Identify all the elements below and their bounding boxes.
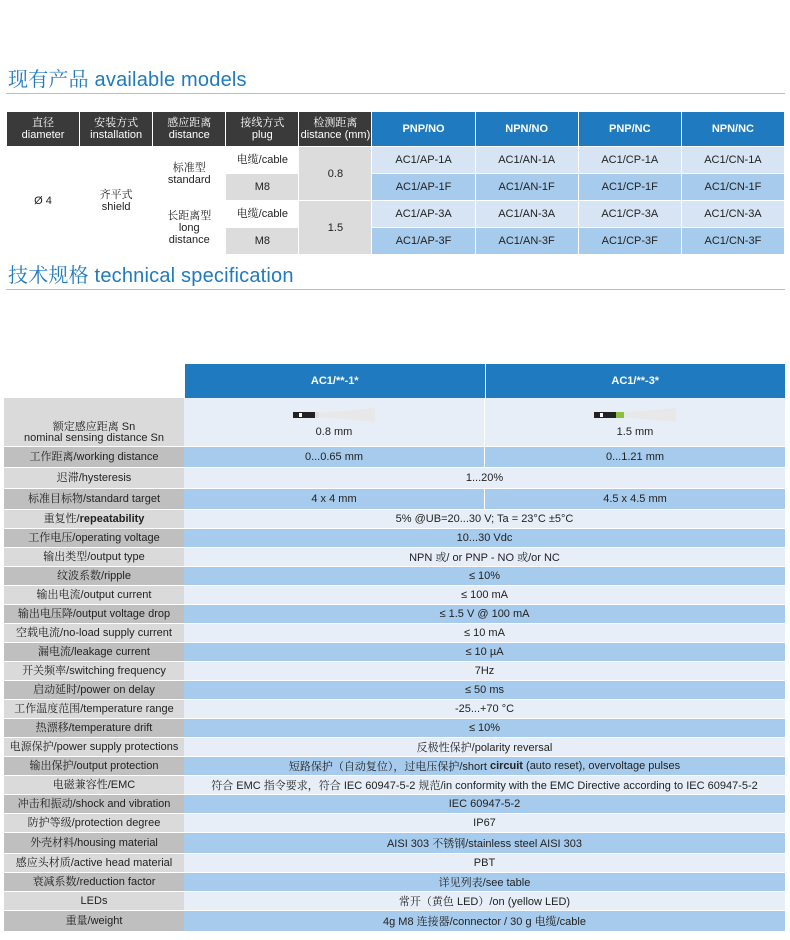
model-cell: AC1/CN-1F [682,174,784,200]
spec-row [4,529,785,547]
spec-row [4,814,785,832]
model-cell: AC1/AP-1F [372,174,474,200]
header-plug: 接线方式 plug [226,112,298,146]
spec-value: ≤ 100 mA [184,586,785,604]
detect-cell: 1.5 [299,201,371,254]
models-table [6,111,785,255]
spec-row-label: 输出电流/output current [4,586,184,604]
spec-row [4,586,785,604]
spec-value: 4g M8 连接器/connector / 30 g 电缆/cable [184,911,785,931]
spec-value: 4.5 x 4.5 mm [485,489,785,509]
spec-row [4,700,785,718]
spec-value: 0...1.21 mm [485,447,785,467]
spec-row-label: 电磁兼容性/EMC [4,776,184,794]
model-cell: AC1/AN-1F [476,174,578,200]
spec-column-header-3: AC1/**-3* [486,364,786,398]
spec-title-rule [6,289,785,290]
spec-row-label: 外壳材料/housing material [4,833,184,853]
model-cell: AC1/CP-3A [579,201,681,227]
spec-row [4,510,785,528]
model-cell: AC1/CP-3F [579,228,681,254]
spec-row-label: 热漂移/temperature drift [4,719,184,737]
spec-value: ≤ 10 µA [184,643,785,661]
plug-cell: M8 [226,174,298,200]
spec-row [4,795,785,813]
spec-row-label: 电源保护/power supply protections [4,738,184,756]
spec-value: ≤ 10% [184,567,785,585]
model-cell: AC1/CN-3A [682,201,784,227]
spec-value: ≤ 50 ms [184,681,785,699]
spec-row-label: 开关频率/switching frequency [4,662,184,680]
proximity-sensor-icon [594,407,676,423]
spec-table [4,398,785,932]
diameter-cell: Ø 4 [7,147,79,254]
plug-cell: 电缆/cable [226,201,298,227]
spec-row [4,776,785,794]
model-cell: AC1/AP-3A [372,201,474,227]
spec-value: IEC 60947-5-2 [184,795,785,813]
spec-section-title: 技术规格 technical specification [8,265,294,287]
distance-standard-cell: 标准型 standard [153,147,225,200]
spec-column-headers [185,364,785,398]
spec-row [4,833,785,853]
plug-cell: 电缆/cable [226,147,298,173]
spec-row-label: 工作温度范围/temperature range [4,700,184,718]
table-row [7,147,784,173]
spec-value: 1...20% [184,468,785,488]
spec-value: 详见列表/see table [184,873,785,891]
spec-row-label: 额定感应距离 Sn nominal sensing distance Sn [4,398,184,446]
header-npn-nc: NPN/NC [682,112,784,146]
spec-row-label: 输出电压降/output voltage drop [4,605,184,623]
spec-column-header-1: AC1/**-1* [185,364,485,398]
model-cell: AC1/AN-3F [476,228,578,254]
spec-value: ≤ 1.5 V @ 100 mA [184,605,785,623]
model-cell: AC1/CP-1F [579,174,681,200]
spec-row-label: 重量/weight [4,911,184,931]
spec-value: 短路保护（自动复位），过电压保护/short circuit (auto reset), overvoltage pulses [184,757,785,775]
spec-row-label: 空载电流/no-load supply current [4,624,184,642]
model-cell: AC1/AP-1A [372,147,474,173]
spec-row [4,757,785,775]
model-cell: AC1/CN-1A [682,147,784,173]
spec-row [4,854,785,872]
spec-row-label: 重复性/ repeatability [4,510,184,528]
model-cell: AC1/AN-1A [476,147,578,173]
spec-value: 反极性保护/polarity reversal [184,738,785,756]
spec-value: 10...30 Vdc [184,529,785,547]
spec-value: 5% @UB=20...30 V; Ta = 23°C ±5°C [184,510,785,528]
header-detect-distance: 检测距离 distance (mm) [299,112,371,146]
spec-row [4,662,785,680]
spec-value: 0...0.65 mm [184,447,484,467]
spec-value: -25...+70 °C [184,700,785,718]
spec-row-label: 输出类型/output type [4,548,184,566]
header-pnp-no: PNP/NO [372,112,474,146]
spec-row [4,548,785,566]
spec-row [4,398,785,446]
proximity-sensor-icon [293,407,375,423]
model-cell: AC1/CN-3F [682,228,784,254]
model-cell: AC1/AP-3F [372,228,474,254]
spec-value: PBT [184,854,785,872]
spec-row [4,873,785,891]
spec-row [4,468,785,488]
spec-row-label: 漏电流/leakage current [4,643,184,661]
spec-value: 符合 EMC 指令要求，符合 IEC 60947-5-2 规范/in conformity with the EMC Directive according to IEC 60947-5-2 [184,776,785,794]
spec-row-label: 衰减系数/reduction factor [4,873,184,891]
spec-row-label: 迟滞/hysteresis [4,468,184,488]
spec-value: ≤ 10% [184,719,785,737]
spec-row-label: 工作距离/working distance [4,447,184,467]
spec-value: ≤ 10 mA [184,624,785,642]
spec-row-label: 感应头材质/active head material [4,854,184,872]
header-diameter: 直径 diameter [7,112,79,146]
spec-value: IP67 [184,814,785,832]
spec-value: 1.5 mm [485,398,785,446]
models-section-title: 现有产品 available models [8,69,247,91]
spec-value: 4 x 4 mm [184,489,484,509]
spec-row [4,719,785,737]
spec-row [4,447,785,467]
models-header-row [7,112,784,146]
spec-value: 常开（黄色 LED）/on (yellow LED) [184,892,785,910]
models-title-rule [6,93,785,94]
spec-value: 7Hz [184,662,785,680]
header-npn-no: NPN/NO [476,112,578,146]
spec-row [4,738,785,756]
plug-cell: M8 [226,228,298,254]
model-cell: AC1/AN-3A [476,201,578,227]
spec-row-label: 启动延时/power on delay [4,681,184,699]
header-pnp-nc: PNP/NC [579,112,681,146]
spec-row [4,911,785,931]
header-installation: 安装方式 installation [80,112,152,146]
spec-row [4,489,785,509]
spec-row [4,892,785,910]
header-distance: 感应距离 distance [153,112,225,146]
spec-value: 0.8 mm [184,398,484,446]
model-cell: AC1/CP-1A [579,147,681,173]
spec-row [4,643,785,661]
installation-cell: 齐平式 shield [80,147,152,254]
spec-row-label: 冲击和振动/shock and vibration [4,795,184,813]
detect-cell: 0.8 [299,147,371,200]
spec-row [4,681,785,699]
spec-row-label: 纹波系数/ripple [4,567,184,585]
spec-row [4,605,785,623]
spec-row-label: 标准目标物/standard target [4,489,184,509]
spec-row [4,624,785,642]
spec-row-label: LEDs [4,892,184,910]
spec-row-label: 防护等级/protection degree [4,814,184,832]
spec-row-label: 输出保护/output protection [4,757,184,775]
spec-value: NPN 或/ or PNP - NO 或/or NC [184,548,785,566]
spec-value: AISI 303 不锈钢/stainless steel AISI 303 [184,833,785,853]
distance-long-cell: 长距离型 long distance [153,201,225,254]
spec-row [4,567,785,585]
spec-row-label: 工作电压/operating voltage [4,529,184,547]
